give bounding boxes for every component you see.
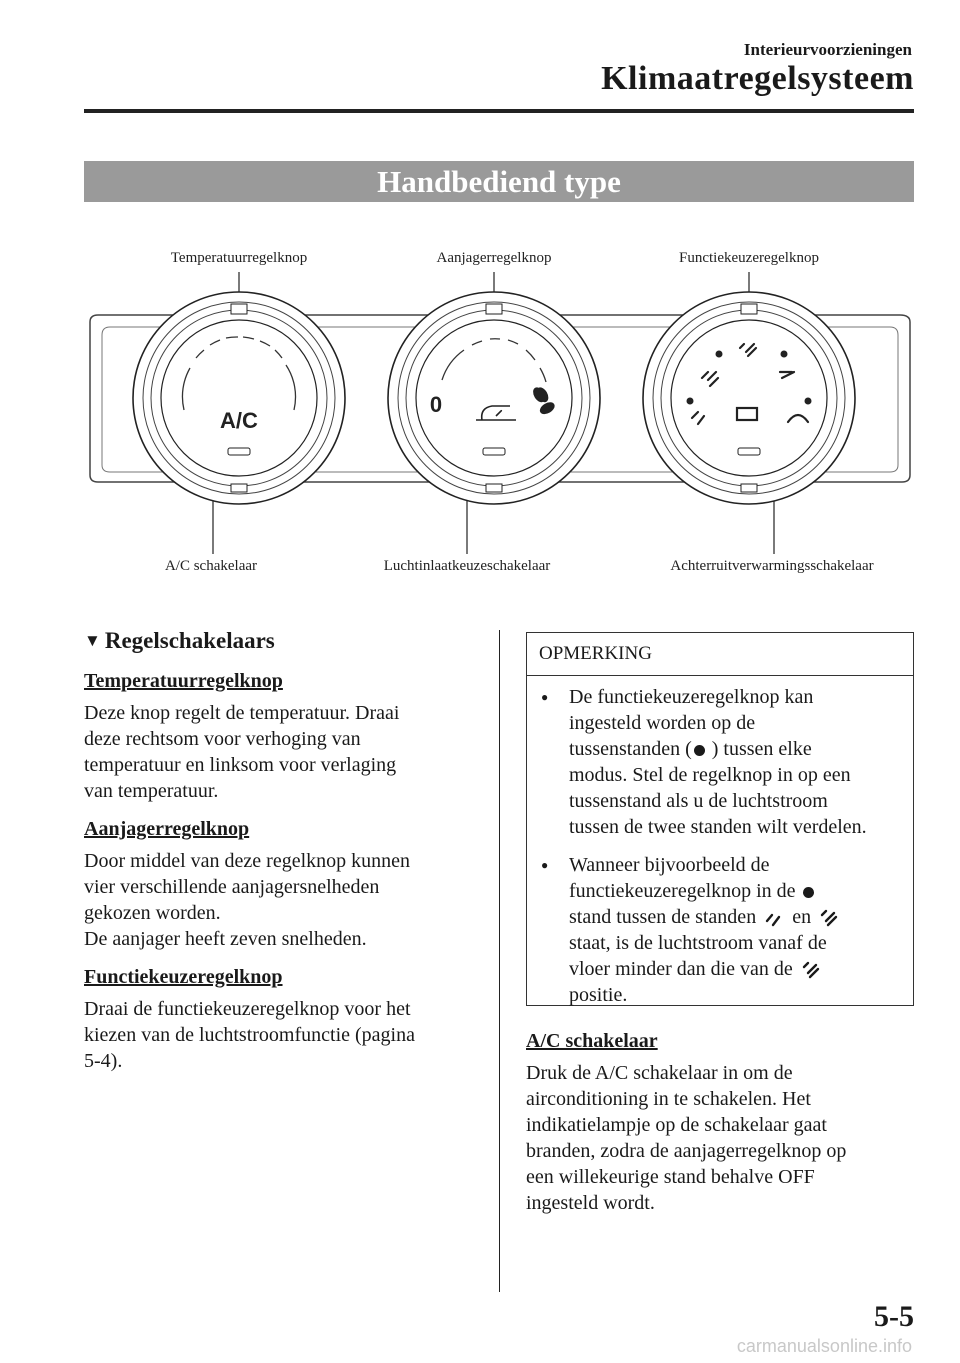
dot-icon [803,887,814,898]
temperature-knob-text: Deze knop regelt de temperatuur. Draai deze rechtsom voor verhoging van temperatuur en linksom voor verlaging van temperatuur. [84,702,400,802]
header-rule [84,109,914,113]
left-column [84,628,474,1086]
controls-section-title: ▼ Regelschakelaars [84,628,275,653]
page-number: 5-5 [874,1300,914,1333]
climate-panel-figure [80,240,920,590]
section-title: Interieurvoorzieningen [743,40,912,59]
mode-knob-text: Draai de functiekeuzeregelknop voor het kiezen van de luchtstroomfunctie (pagina 5-4). [84,998,415,1072]
note-box [526,632,914,1006]
rear-defrost-indicator-lamp [738,448,760,455]
bullet-icon: ● [541,690,549,704]
note-bullet-1: ● De functiekeuzeregelknop kan ingesteld worden op de tussenstanden ( ) tussen elke modus. Stel de regelknop in op een tussenstand als u de luchtstroom tussen de twee standen wilt verdelen. [535,684,905,840]
note-heading: OPMERKING [527,633,913,676]
fan-knob-heading: Aanjagerregelknop [84,818,250,840]
air-intake-indicator-lamp [483,448,505,455]
fan-knob[interactable] [388,292,600,504]
triangle-down-icon: ▼ [84,631,101,650]
bilevel-airflow-icon [818,909,840,927]
note-bullet-2: ● Wanneer bijvoorbeeld de functiekeuzeregelknop in de stand tussen de standen en staat, is de luchtstroom vanaf de vloer minder dan die van de positie. [535,852,905,1008]
callout-fan-knob: Aanjagerregelknop [436,250,552,266]
right-column [526,1028,916,1228]
temperature-knob-heading: Temperatuurregelknop [84,670,283,692]
section-banner: Handbediend type [84,161,914,202]
ac-indicator-lamp [228,448,250,455]
dot-icon [694,745,705,756]
chapter-title: Klimaatregelsysteem [601,60,914,97]
callout-rear-defrost-switch: Achterruitverwarmingsschakelaar [670,558,874,574]
bilevel-airflow-icon [800,961,822,979]
mode-knob-heading: Functiekeuzeregelknop [84,966,283,988]
callout-temperature-knob: Temperatuurregelknop [170,250,308,266]
ac-label: A/C [220,408,258,433]
column-divider [499,630,500,1292]
callout-air-intake-switch: Luchtinlaatkeuzeschakelaar [383,558,551,574]
watermark: carmanualsonline.info [736,1336,912,1356]
temperature-knob[interactable] [133,292,345,504]
callout-ac-switch: A/C schakelaar [164,558,258,574]
fan-knob-text: Door middel van deze regelknop kunnen vier verschillende aanjagersnelheden gekozen worden. De aanjager heeft zeven snelheden. [84,850,411,950]
callout-mode-knob: Functiekeuzeregelknop [679,250,819,266]
bullet-icon: ● [541,858,549,872]
fan-off-label: 0 [429,392,443,417]
ac-switch-heading: A/C schakelaar [526,1030,658,1052]
floor-airflow-icon [763,909,785,927]
ac-switch-text: Druk de A/C schakelaar in om de airconditioning in te schakelen. Het indikatielampje op de schakelaar gaat branden, zodra de aanjagerregelknop op een willekeurige stand behalve OFF ingesteld wordt. [526,1062,847,1214]
mode-knob[interactable] [643,292,855,504]
